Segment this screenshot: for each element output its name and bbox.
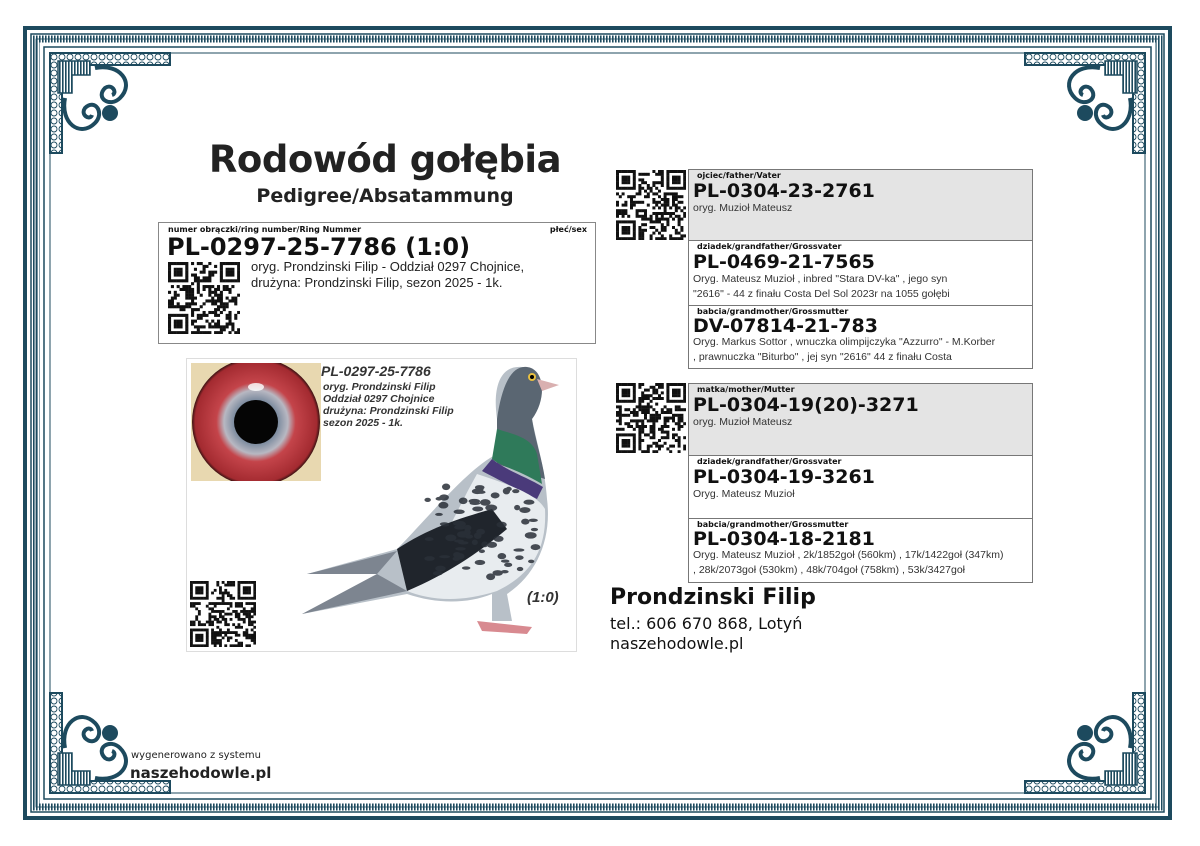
father-lineage [688, 169, 1033, 369]
grandmother-desc: , 28k/2073goł (530km) , 48k/704goł (758km) , 53k/3427goł [693, 564, 966, 576]
mother-ring: PL-0304-19(20)-3271 [693, 394, 919, 416]
grandfather-desc: Oryg. Mateusz Muzioł [693, 488, 795, 500]
page-title: Rodowód gołębia [208, 138, 562, 181]
pigeon-ring-number: PL-0297-25-7786 (1:0) [167, 233, 471, 261]
mother-lineage [688, 383, 1033, 583]
ring-number-label: numer obrączki/ring number/Ring Nummer [168, 225, 362, 234]
grandfather-desc: Oryg. Mateusz Muzioł , inbred "Stara DV-ka" , jego syn [693, 273, 948, 285]
caption-line: oryg. Prondzinski Filip [323, 381, 436, 393]
father-box [688, 169, 1033, 241]
father-ring: PL-0304-23-2761 [693, 180, 875, 202]
owner-website: naszehodowle.pl [610, 634, 744, 653]
footer-generated: wygenerowano z systemu [131, 750, 261, 761]
maternal-grandmother-box [688, 518, 1033, 583]
description-line: drużyna: Prondzinski Filip, sezon 2025 - 1k. [251, 275, 503, 290]
grandfather-ring: PL-0469-21-7565 [693, 251, 875, 273]
grandfather-desc: "2616" - 44 z finału Costa Del Sol 2023r na 1055 gołębi [693, 288, 950, 300]
caption-line: Oddział 0297 Chojnice [323, 393, 435, 405]
grandfather-label: dziadek/grandfather/Grossvater [697, 457, 842, 466]
grandmother-desc: Oryg. Mateusz Muzioł , 2k/1852goł (560km) , 17k/1422goł (347km) [693, 549, 1004, 561]
mother-desc: oryg. Muzioł Mateusz [693, 416, 793, 428]
maternal-grandfather-box [688, 455, 1033, 519]
grandmother-desc: Oryg. Markus Sottor , wnuczka olimpijczyka "Azzurro" - M.Korber [693, 336, 996, 348]
footer-brand: naszehodowle.pl [130, 764, 272, 782]
grandmother-label: babcia/grandmother/Grossmutter [697, 307, 849, 316]
mother-box [688, 383, 1033, 456]
qr-code [168, 262, 240, 334]
page-subtitle: Pedigree/Absatammung [256, 185, 514, 207]
qr-code [190, 581, 256, 647]
father-label: ojciec/father/Vater [697, 171, 781, 180]
grandmother-ring: DV-07814-21-783 [693, 315, 878, 337]
mother-qr-code [616, 383, 686, 453]
owner-name: Prondzinski Filip [610, 585, 816, 610]
pigeon-photo [186, 358, 577, 652]
father-desc: oryg. Muzioł Mateusz [693, 202, 793, 214]
photo-sex: (1:0) [527, 589, 559, 606]
paternal-grandmother-box [688, 305, 1033, 369]
description-line: oryg. Prondzinski Filip - Oddział 0297 Chojnice, [251, 259, 525, 274]
grandmother-desc: , prawnuczka "Biturbo" , jej syn "2616" 44 z finału Costa [693, 351, 952, 363]
mother-label: matka/mother/Mutter [697, 385, 795, 394]
pigeon-description [251, 259, 591, 291]
caption-line: sezon 2025 - 1k. [323, 417, 403, 429]
photo-ring-number: PL-0297-25-7786 [321, 363, 431, 379]
pigeon-info-box [158, 222, 596, 344]
grandmother-label: babcia/grandmother/Grossmutter [697, 520, 849, 529]
pigeon-image [297, 359, 577, 651]
paternal-grandfather-box [688, 240, 1033, 306]
owner-phone: tel.: 606 670 868, Lotyń [610, 614, 803, 633]
grandfather-label: dziadek/grandfather/Grossvater [697, 242, 842, 251]
grandfather-ring: PL-0304-19-3261 [693, 466, 875, 488]
grandmother-ring: PL-0304-18-2181 [693, 528, 875, 550]
sex-label: płeć/sex [549, 225, 587, 234]
caption-line: drużyna: Prondzinski Filip [323, 405, 454, 417]
father-qr-code [616, 170, 686, 240]
